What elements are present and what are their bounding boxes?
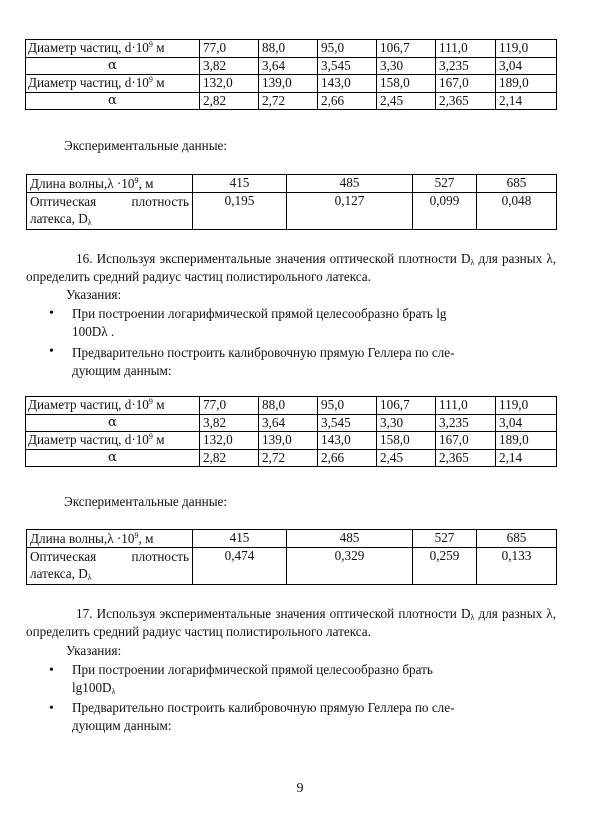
table-cell: 3,82 [200, 414, 259, 432]
table-row [26, 40, 557, 58]
table-cell: 95,0 [318, 40, 377, 58]
exp-data-heading: Экспериментальные данные: [64, 138, 228, 153]
table-cell: 3,64 [259, 414, 318, 432]
alpha-label: α [26, 449, 200, 467]
table-cell: 189,0 [496, 75, 557, 93]
table-row [26, 449, 557, 467]
table-row [26, 75, 557, 93]
table-cell: 3,04 [496, 414, 557, 432]
table-row [26, 432, 557, 450]
table-cell: 3,04 [496, 57, 557, 75]
table-cell: 0,099 [413, 193, 477, 230]
table-cell: 685 [477, 530, 557, 548]
experimental-table-1 [26, 174, 557, 230]
optical-density-label: Оптическая плотность латекса, $D_\lambda$ [27, 193, 193, 230]
wavelength-label: Длина волны,λ $\cdot 10^9$, м [27, 530, 193, 548]
table-cell: 2,14 [496, 92, 557, 110]
table-row [26, 57, 557, 75]
hints-heading: Указания: [66, 287, 122, 302]
exp-data-heading: Экспериментальные данные: [64, 494, 228, 509]
table-row [27, 530, 557, 548]
table-cell: 2,14 [496, 449, 557, 467]
table-cell: 0,133 [477, 548, 557, 585]
task-16-paragraph: 16. Используя экспериментальные значения оптической плотности $D_\lambda$ для разных λ, определить средний радиус частиц полистирольного латекса. [26, 251, 557, 284]
heller-table-1 [25, 39, 557, 110]
table-cell: 158,0 [377, 75, 436, 93]
table-cell: 95,0 [318, 397, 377, 415]
table-cell: 111,0 [436, 40, 496, 58]
table-cell: 119,0 [496, 40, 557, 58]
experimental-table-2 [26, 529, 557, 585]
table-cell: 139,0 [259, 432, 318, 450]
table-cell: 3,235 [436, 414, 496, 432]
table-cell: 167,0 [436, 432, 496, 450]
task-17-hint-2: Предварительно построить калибровочную прямую Геллера по сле- дующим данным: [72, 700, 455, 733]
table-cell: 2,82 [200, 449, 259, 467]
table-cell: 527 [413, 530, 477, 548]
table-row [26, 92, 557, 110]
table-cell: 0,474 [193, 548, 287, 585]
bullet-icon: • [49, 306, 54, 321]
table-cell: 119,0 [496, 397, 557, 415]
page-number: 9 [296, 781, 304, 796]
bullet-icon: • [49, 663, 54, 678]
table-cell: 3,82 [200, 57, 259, 75]
table-cell: 415 [193, 530, 287, 548]
table-cell: 2,66 [318, 92, 377, 110]
table-cell: 3,30 [377, 414, 436, 432]
table-cell: 143,0 [318, 432, 377, 450]
table-cell: 3,235 [436, 57, 496, 75]
table-row [27, 175, 557, 193]
table-cell: 485 [287, 530, 413, 548]
table-cell: 2,66 [318, 449, 377, 467]
table-cell: 106,7 [377, 397, 436, 415]
table-cell: 77,0 [200, 397, 259, 415]
diameter-label: Диаметр частиц, $d\cdot 10^9$ м [26, 397, 200, 415]
table-cell: 527 [413, 175, 477, 193]
table-cell: 106,7 [377, 40, 436, 58]
table-cell: 2,365 [436, 449, 496, 467]
table-cell: 0,329 [287, 548, 413, 585]
task-17-hint-1: При построении логарифмической прямой целесообразно брать $\lg 100D_\lambda$ [72, 662, 433, 696]
table-cell: 139,0 [259, 75, 318, 93]
table-cell: 2,72 [259, 449, 318, 467]
table-cell: 0,259 [413, 548, 477, 585]
task-16-hint-1: При построении логарифмической прямой целесообразно брать lg 100Dλ . [72, 306, 447, 339]
table-cell: 132,0 [200, 432, 259, 450]
table-cell: 485 [287, 175, 413, 193]
table-cell: 2,72 [259, 92, 318, 110]
table-cell: 111,0 [436, 397, 496, 415]
table-row [27, 193, 557, 230]
table-cell: 77,0 [200, 40, 259, 58]
table-cell: 0,195 [193, 193, 287, 230]
table-cell: 158,0 [377, 432, 436, 450]
table-cell: 88,0 [259, 40, 318, 58]
table-cell: 3,545 [318, 414, 377, 432]
table-cell: 167,0 [436, 75, 496, 93]
table-cell: 88,0 [259, 397, 318, 415]
task-17-paragraph: 17. Используя экспериментальные значения оптической плотности $D_\lambda$ для разных λ, определить средний радиус частиц полистирольного латекса. [26, 606, 557, 639]
table-cell: 685 [477, 175, 557, 193]
table-cell: 3,545 [318, 57, 377, 75]
table-row [26, 397, 557, 415]
table-cell: 2,45 [377, 449, 436, 467]
alpha-label: α [26, 57, 200, 75]
table-cell: 0,048 [477, 193, 557, 230]
table-row [27, 548, 557, 585]
table-cell: 132,0 [200, 75, 259, 93]
diameter-label: Диаметр частиц, $d\cdot 10^9$ м [26, 75, 200, 93]
optical-density-label: Оптическая плотность латекса, $D_\lambda$ [27, 548, 193, 585]
task-16-hint-2: Предварительно построить калибровочную прямую Геллера по сле- дующим данным: [72, 345, 455, 378]
hints-heading: Указания: [66, 643, 122, 658]
table-cell: 3,64 [259, 57, 318, 75]
table-row [26, 414, 557, 432]
table-cell: 143,0 [318, 75, 377, 93]
heller-table-2 [25, 396, 557, 467]
table-cell: 3,30 [377, 57, 436, 75]
diameter-label: Диаметр частиц, $d\cdot 10^9$ м [26, 432, 200, 450]
bullet-icon: • [49, 344, 54, 359]
alpha-label: α [26, 92, 200, 110]
wavelength-label: Длина волны,λ $\cdot 10^9$, м [27, 175, 193, 193]
table-cell: 2,45 [377, 92, 436, 110]
alpha-label: α [26, 414, 200, 432]
diameter-label: Диаметр частиц, $d\cdot 10^9$ м [26, 40, 200, 58]
table-cell: 2,365 [436, 92, 496, 110]
table-cell: 2,82 [200, 92, 259, 110]
table-cell: 415 [193, 175, 287, 193]
table-cell: 189,0 [496, 432, 557, 450]
bullet-icon: • [49, 701, 54, 716]
table-cell: 0,127 [287, 193, 413, 230]
